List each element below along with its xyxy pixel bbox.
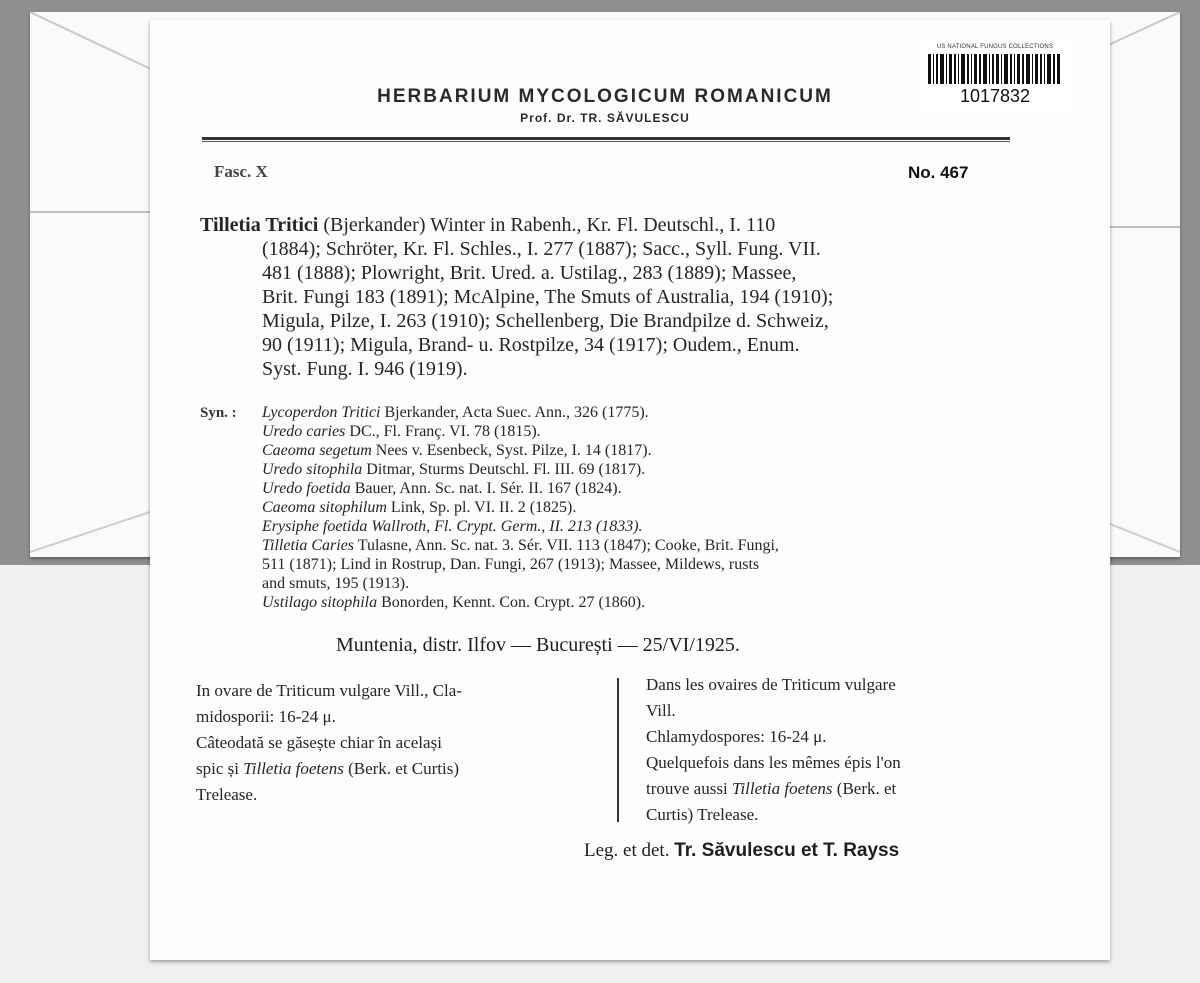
- synonym-name: Erysiphe foetida: [262, 518, 368, 535]
- synonym-continuation: 511 (1871); Lind in Rostrup, Dan. Fungi, 267 (1913); Massee, Mildews, rusts: [262, 556, 760, 573]
- citation-line-4: Brit. Fungi 183 (1891); McAlpine, The Smuts of Australia, 194 (1910);: [262, 286, 834, 308]
- synonym-entry: [262, 422, 1042, 441]
- french-line: Chlamydospores: 16-24 μ.: [646, 727, 827, 746]
- citation-line-1: [200, 213, 1030, 237]
- header-rule: [202, 137, 1010, 142]
- synonym-entry: [262, 441, 1042, 460]
- species-citation: [200, 213, 1030, 381]
- collector-credit: [584, 840, 899, 862]
- herbarium-director: Prof. Dr. TR. SĂVULESCU: [520, 111, 690, 125]
- synonym-ref: Bonorden, Kennt. Con. Crypt. 27 (1860).: [377, 594, 646, 611]
- romanian-line: In ovare de Triticum vulgare Vill., Cla-: [196, 681, 462, 700]
- synonyms-label: Syn. :: [200, 405, 237, 421]
- french-line: Vill.: [646, 701, 676, 720]
- collector-joiner: et: [795, 840, 824, 861]
- column-divider: [617, 678, 619, 822]
- romanian-text: spic și: [196, 759, 244, 778]
- synonym-name: Ustilago sitophila: [262, 594, 378, 611]
- romanian-notes: [196, 678, 596, 808]
- romanian-line: Trelease.: [196, 785, 258, 804]
- herbarium-title: HERBARIUM MYCOLOGICUM ROMANICUM: [377, 86, 833, 107]
- synonym-ref: Bjerkander, Acta Suec. Ann., 326 (1775).: [380, 404, 649, 421]
- citation-text: (Bjerkander) Winter in Rabenh., Kr. Fl. Deutschl., I. 110: [323, 214, 776, 236]
- french-notes: [646, 672, 1036, 828]
- synonym-name: Uredo foetida: [262, 480, 351, 497]
- synonym-name: Uredo caries: [262, 423, 346, 440]
- french-line: [646, 776, 1036, 802]
- species-italic: Tilletia foetens: [243, 759, 344, 778]
- citation-line-2: (1884); Schröter, Kr. Fl. Schles., I. 277 (1887); Sacc., Syll. Fung. VII.: [262, 238, 821, 260]
- romanian-line: Câteodată se găsește chiar în același: [196, 733, 442, 752]
- synonym-ref: Bauer, Ann. Sc. nat. I. Sér. II. 167 (1824).: [350, 480, 622, 497]
- french-line: Quelquefois dans les mêmes épis l'on: [646, 753, 901, 772]
- synonym-ref: Link, Sp. pl. VI. II. 2 (1825).: [386, 499, 577, 516]
- synonym-name: Caeoma sitophilum: [262, 499, 387, 516]
- synonym-ref: Wallroth, Fl. Crypt. Germ., II. 213 (1833).: [367, 518, 643, 535]
- species-italic: Tilletia foetens: [731, 779, 833, 798]
- french-line: Curtis) Trelease.: [646, 805, 759, 824]
- collector-name: T. Rayss: [823, 840, 900, 861]
- barcode-number: 1017832: [959, 86, 1031, 106]
- collector-prefix: Leg. et det.: [584, 840, 675, 861]
- citation-line-5: Migula, Pilze, I. 263 (1910); Schellenberg, Die Brandpilze d. Schweiz,: [262, 310, 829, 332]
- french-text: (Berk. et: [832, 779, 897, 798]
- collector-name: Tr. Săvulescu: [674, 840, 796, 861]
- romanian-line: midosporii: 16-24 μ.: [196, 707, 336, 726]
- synonym-entry: [262, 593, 1042, 612]
- romanian-line: [196, 756, 596, 782]
- romanian-text: (Berk. et Curtis): [343, 759, 460, 778]
- synonym-entry: [262, 536, 1042, 555]
- synonym-name: Lycoperdon Tritici: [262, 404, 381, 421]
- specimen-number: No. 467: [908, 163, 969, 182]
- synonym-ref: DC., Fl. Franç. VI. 78 (1815).: [345, 423, 541, 440]
- synonym-entry: [262, 403, 1042, 422]
- synonym-continuation: and smuts, 195 (1913).: [262, 575, 410, 592]
- french-line: Dans les ovaires de Triticum vulgare: [646, 675, 896, 694]
- french-text: trouve aussi: [646, 779, 732, 798]
- collection-locality: Muntenia, distr. Ilfov — București — 25/VI/1925.: [336, 634, 740, 656]
- fascicle-label: Fasc. X: [214, 162, 268, 181]
- synonym-name: Caeoma segetum: [262, 442, 372, 459]
- synonym-ref: Ditmar, Sturms Deutschl. Fl. III. 69 (1817).: [362, 461, 646, 478]
- synonym-entry: [262, 479, 1042, 498]
- synonym-ref: Nees v. Esenbeck, Syst. Pilze, I. 14 (1817).: [371, 442, 652, 459]
- synonym-entry: [262, 517, 1042, 536]
- citation-line-3: 481 (1888); Plowright, Brit. Ured. a. Ustilag., 283 (1889); Massee,: [262, 262, 797, 284]
- barcode-bars: [928, 54, 1062, 84]
- citation-line-6: 90 (1911); Migula, Brand- u. Rostpilze, 34 (1917); Oudem., Enum.: [262, 334, 800, 356]
- synonym-name: Tilletia Caries: [262, 537, 355, 554]
- synonym-entry: [262, 460, 1042, 479]
- synonym-name: Uredo sitophila: [262, 461, 363, 478]
- citation-line-7: Syst. Fung. I. 946 (1919).: [262, 358, 468, 380]
- synonym-entry: [262, 498, 1042, 517]
- barcode-caption: US NATIONAL FUNGUS COLLECTIONS: [936, 44, 1054, 50]
- synonyms-list: [262, 403, 1042, 612]
- synonym-ref: Tulasne, Ann. Sc. nat. 3. Sér. VII. 113 (1847); Cooke, Brit. Fungi,: [354, 537, 779, 554]
- species-name: Tilletia Tritici: [200, 214, 319, 236]
